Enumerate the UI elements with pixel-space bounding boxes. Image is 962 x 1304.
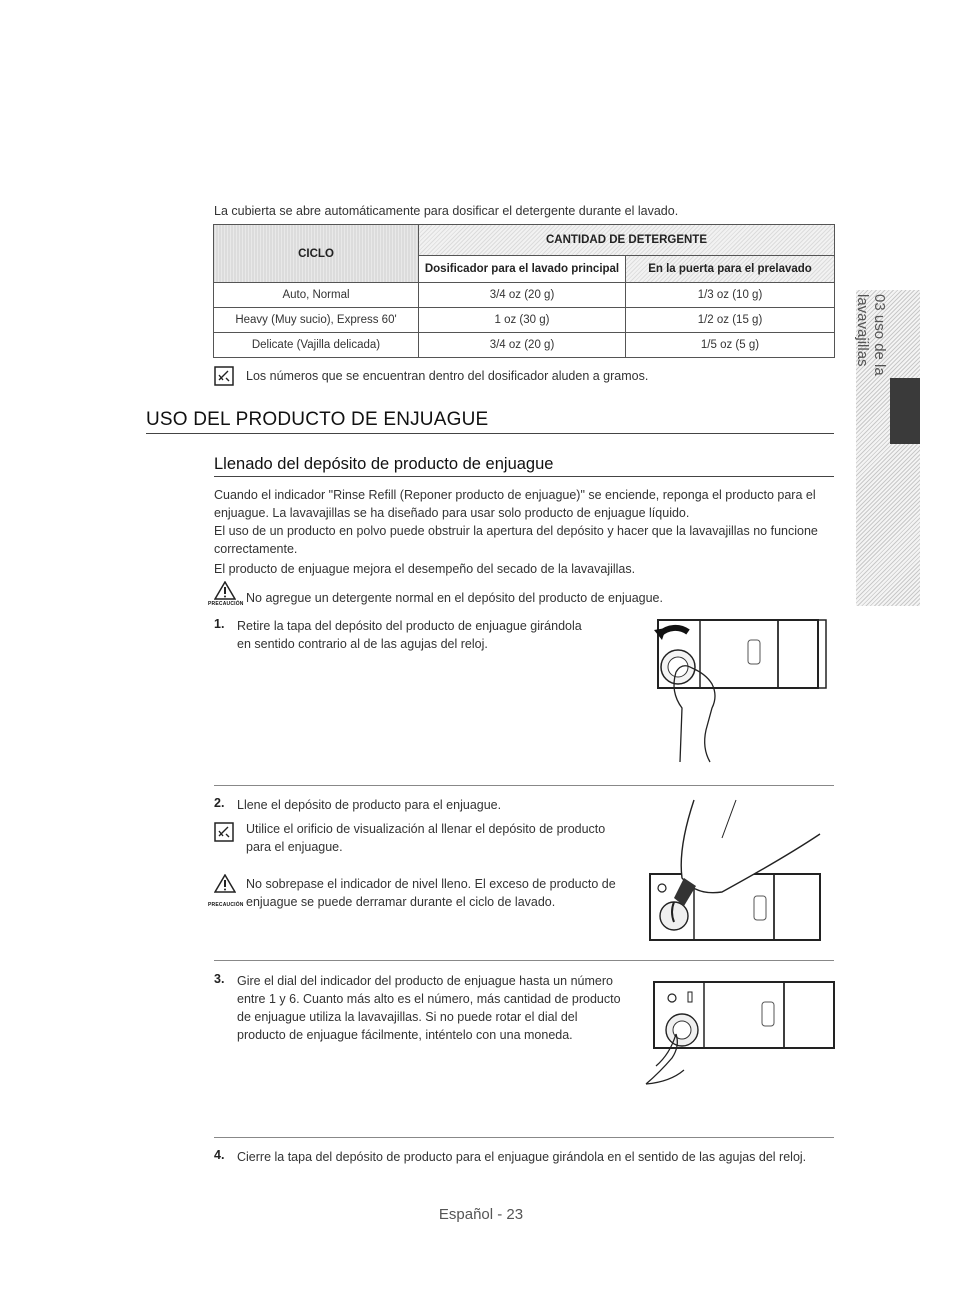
table-row xyxy=(214,308,835,333)
paragraph-drying: El producto de enjuague mejora el desempeño del secado de la lavavajillas. xyxy=(214,562,636,576)
table-row xyxy=(214,283,835,308)
note-grams: Los números que se encuentran dentro del dosificador aluden a gramos. xyxy=(246,369,649,383)
cell-prelavado: 1/5 oz (5 g) xyxy=(626,333,835,358)
subsection-rule xyxy=(214,476,834,477)
caution-icon xyxy=(214,874,236,893)
page-footer: Español - 23 xyxy=(438,1206,524,1223)
caution-label: PRECAUCIÓN xyxy=(208,902,244,908)
chapter-side-tab xyxy=(856,290,920,606)
section-title: USO DEL PRODUCTO DE ENJUAGUE xyxy=(146,409,489,430)
intro-text: La cubierta se abre automáticamente para dosificar el detergente durante el lavado. xyxy=(214,204,679,218)
col-ciclo-header: CICLO xyxy=(214,225,419,283)
sub-prelavado-header: En la puerta para el prelavado xyxy=(626,256,835,283)
step-number: 1. xyxy=(214,617,225,631)
cell-principal: 1 oz (30 g) xyxy=(419,308,626,333)
step-number: 2. xyxy=(214,796,225,810)
note-icon xyxy=(214,822,234,842)
cell-ciclo: Heavy (Muy sucio), Express 60' xyxy=(214,308,419,333)
caution-label: PRECAUCIÓN xyxy=(208,601,244,607)
subsection-title: Llenado del depósito de producto de enjuague xyxy=(214,455,554,473)
step-number: 4. xyxy=(214,1148,225,1162)
step-text: Cierre la tapa del depósito de producto para el enjuague girándola en el sentido de las agujas del reloj. xyxy=(237,1150,807,1164)
fill-rinse-illustration xyxy=(644,798,828,944)
cell-principal: 3/4 oz (20 g) xyxy=(419,283,626,308)
step-text: Retire la tapa del depósito del producto de enjuague girándola en sentido contrario al de las agujas del reloj. xyxy=(237,619,582,651)
caution-text: No agregue un detergente normal en el depósito del producto de enjuague. xyxy=(246,591,663,605)
cell-principal: 3/4 oz (20 g) xyxy=(419,333,626,358)
dial-illustration xyxy=(640,974,836,1094)
table-row xyxy=(214,333,835,358)
cell-prelavado: 1/2 oz (15 g) xyxy=(626,308,835,333)
side-tab-marker xyxy=(890,378,920,444)
col-cantidad-header: CANTIDAD DE DETERGENTE xyxy=(419,225,835,256)
caution-icon xyxy=(214,581,236,600)
paragraph-rinse-refill: Cuando el indicador "Rinse Refill (Reponer producto de enjuague)" se enciende, reponga el producto para el enjuague. La lavavajillas se ha diseñado para usar solo producto de enjuague líquido. xyxy=(214,488,816,520)
step-text: Gire el dial del indicador del producto de enjuague hasta un número entre 1 y 6. Cuanto más alto es el número, más cantidad de producto de enjuague utiliza la lavavajillas. Si no puede rotar el dial del producto de enjuague fácilmente, inténtelo con una moneda. xyxy=(237,974,621,1042)
sub-principal-header: Dosificador para el lavado principal xyxy=(419,256,626,283)
cell-ciclo: Delicate (Vajilla delicada) xyxy=(214,333,419,358)
remove-cap-illustration xyxy=(640,612,836,768)
cell-ciclo: Auto, Normal xyxy=(214,283,419,308)
step2-note: Utilice el orificio de visualización al llenar el depósito de producto para el enjuague. xyxy=(246,822,606,854)
divider xyxy=(214,960,834,961)
side-tab-label: 03 uso de la lavavajillas xyxy=(854,294,888,376)
divider xyxy=(214,1137,834,1138)
step-text: Llene el depósito de producto para el enjuague. xyxy=(237,798,502,812)
detergent-table xyxy=(213,224,835,358)
step2-caution: No sobrepase el indicador de nivel lleno. El exceso de producto de enjuague se puede derramar durante el ciclo de lavado. xyxy=(246,877,616,909)
section-rule xyxy=(146,433,834,434)
step-number: 3. xyxy=(214,972,225,986)
divider xyxy=(214,785,834,786)
paragraph-powder: El uso de un producto en polvo puede obstruir la apertura del depósito y hacer que la lavavajillas no funcione correctamente. xyxy=(214,524,818,556)
cell-prelavado: 1/3 oz (10 g) xyxy=(626,283,835,308)
note-icon xyxy=(214,366,234,386)
